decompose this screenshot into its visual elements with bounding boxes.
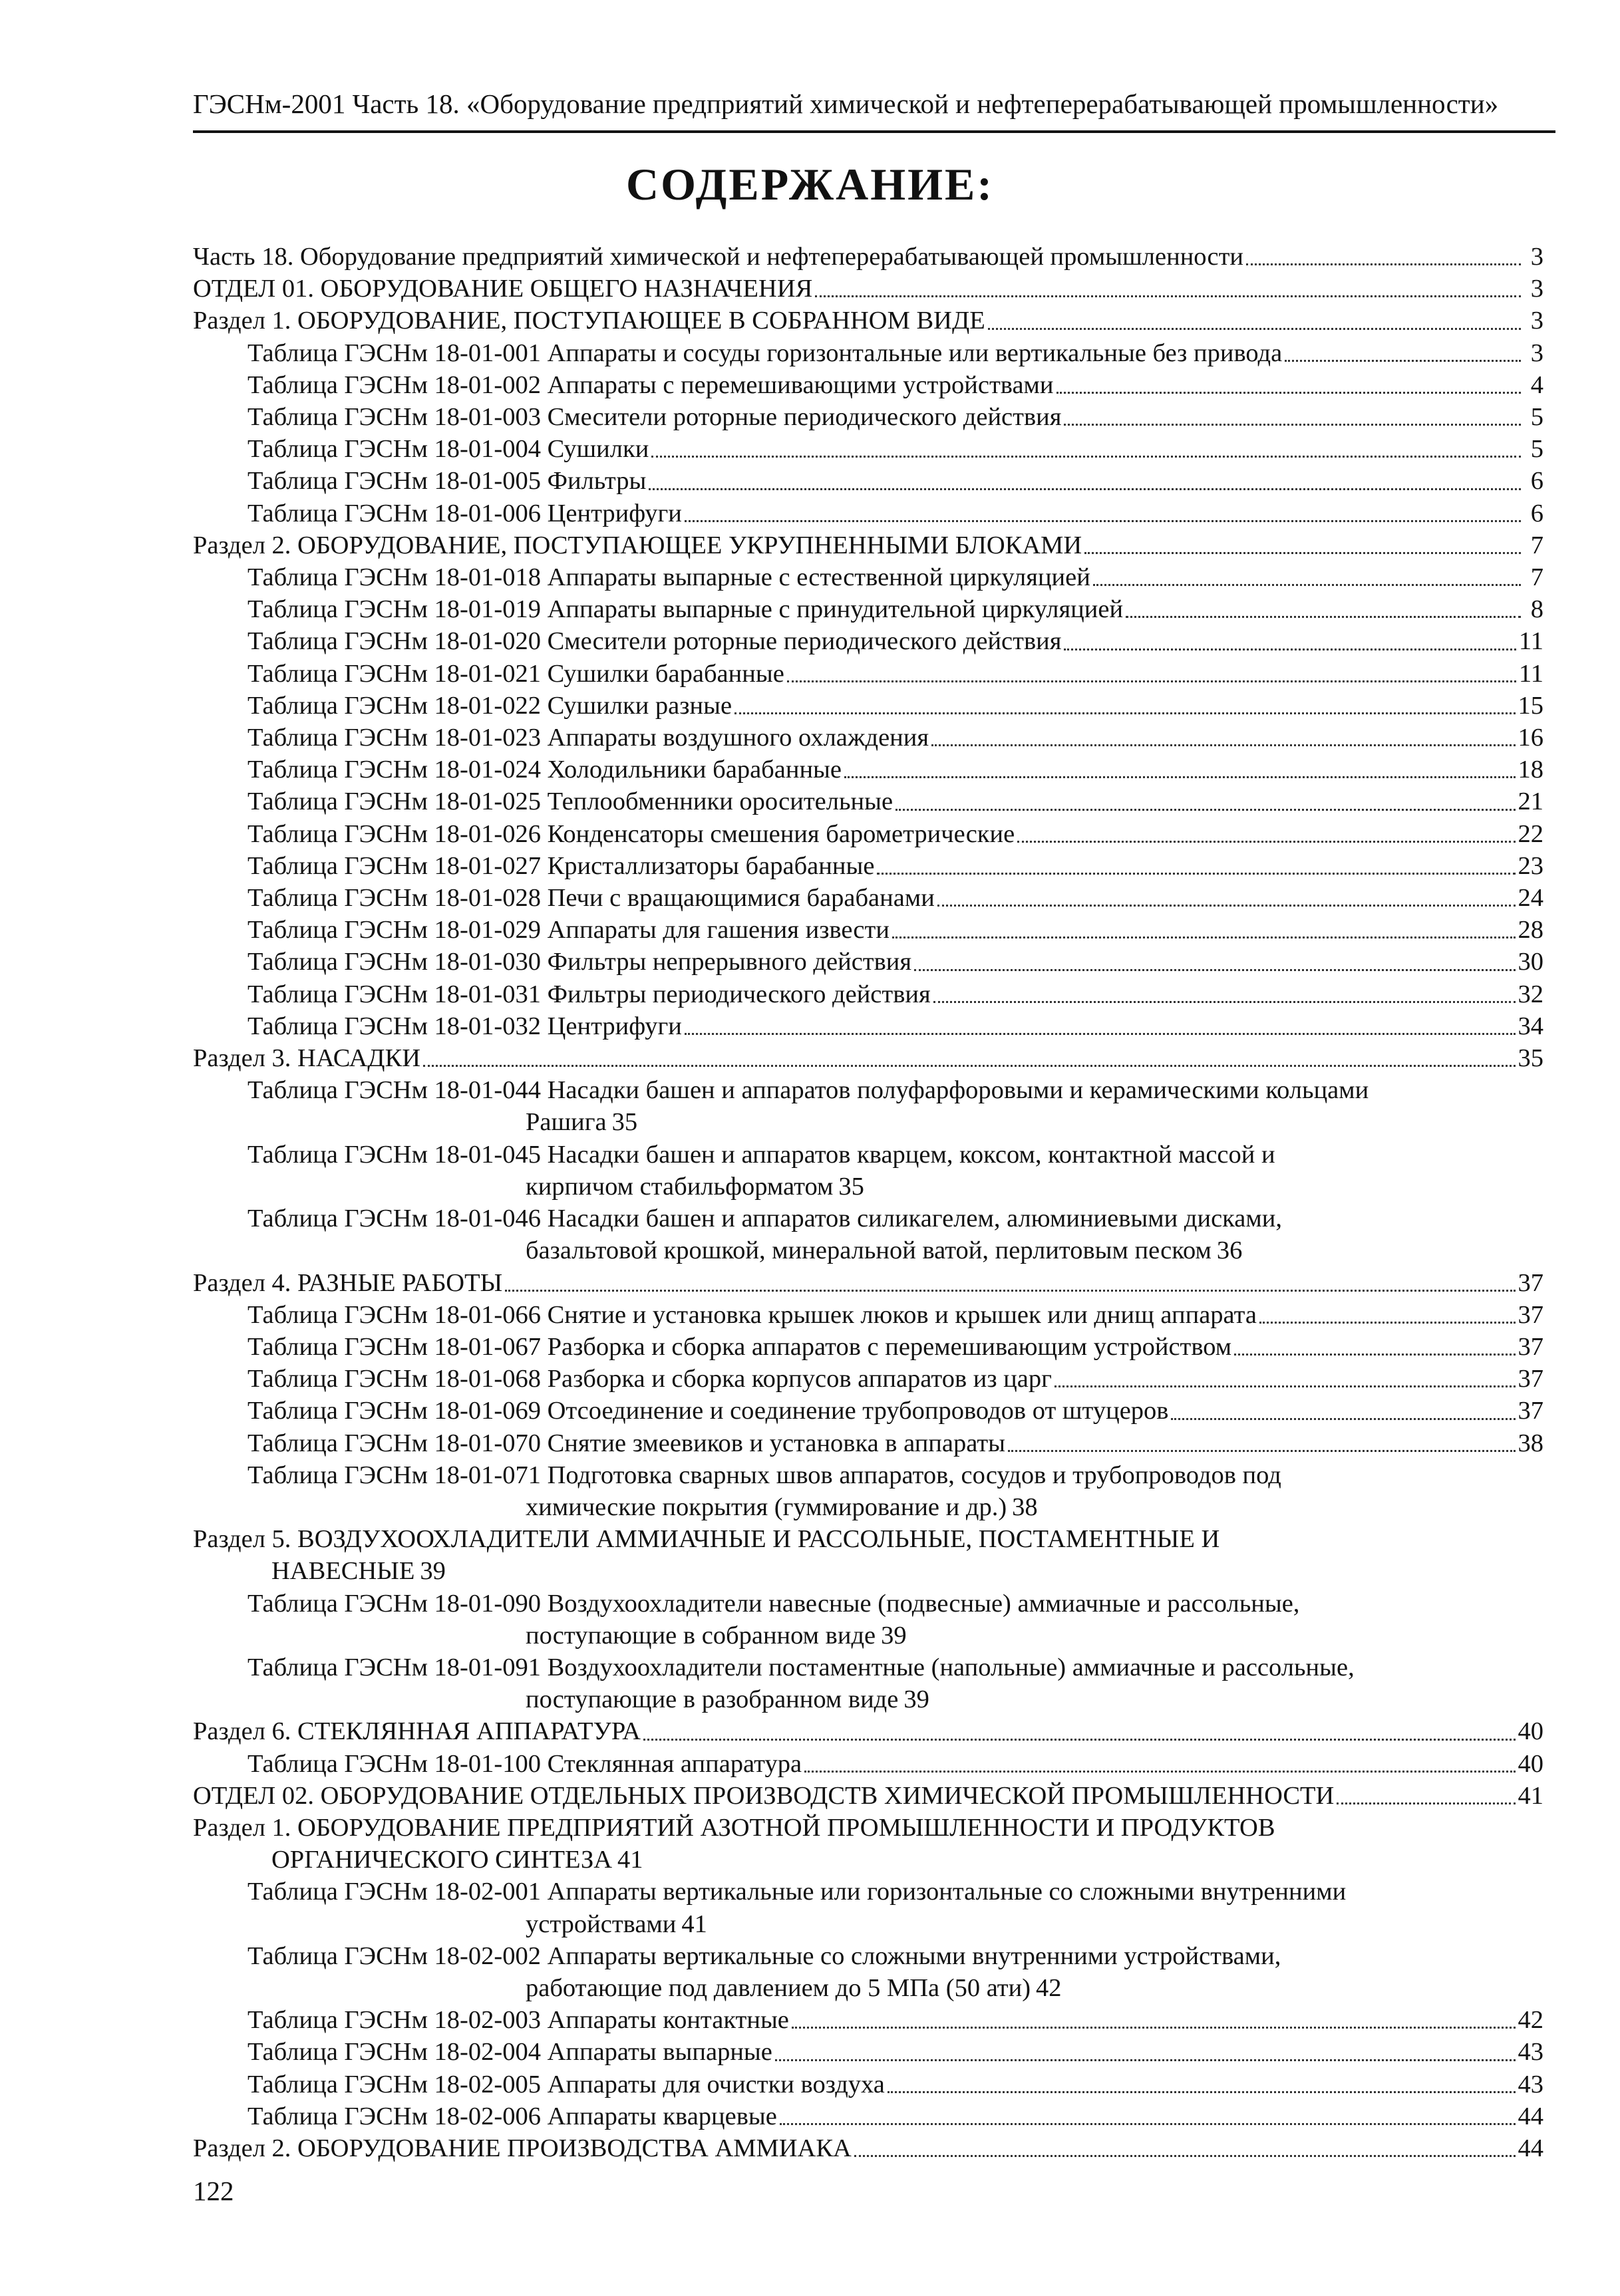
toc-section-entry (193, 529, 1543, 561)
toc-page-number: 22 (1518, 819, 1543, 848)
dot-leader (734, 712, 1515, 714)
toc-entry-text: Таблица ГЭСНм 18-02-004 Аппараты выпарные (247, 2038, 772, 2067)
dot-leader (815, 295, 1521, 297)
toc-entry-text: Таблица ГЭСНм 18-01-067 Разборка и сборка аппаратов с перемешивающим устройством (247, 1332, 1232, 1361)
dot-leader (1056, 392, 1521, 394)
toc-table-entry (193, 1139, 1543, 1203)
toc-table-entry (193, 2036, 1543, 2068)
dot-leader (895, 809, 1515, 811)
toc-table-entry (193, 465, 1543, 497)
toc-table-entry (193, 2100, 1543, 2132)
dot-leader (1008, 1450, 1515, 1452)
toc-entry-text: Таблица ГЭСНм 18-02-005 Аппараты для очистки воздуха (247, 2070, 885, 2098)
toc-page-number: 11 (1518, 627, 1543, 656)
toc-entry-text: Таблица ГЭСНм 18-01-021 Сушилки барабанные (247, 659, 784, 688)
toc-entry-text: базальтовой крошкой, минеральной ватой, перлитовым песком (526, 1236, 1212, 1265)
toc-page-number: 8 (1530, 595, 1543, 624)
toc-page-number: 30 (1518, 948, 1543, 976)
page-number: 122 (193, 2176, 234, 2206)
toc-page-number: 28 (1518, 916, 1543, 944)
dot-leader (1093, 584, 1521, 586)
dot-leader (775, 2059, 1516, 2061)
toc-page-number: 44 (1518, 2134, 1543, 2162)
toc-table-entry (193, 498, 1543, 529)
dot-leader (877, 873, 1515, 875)
toc-entry-text: Раздел 1. ОБОРУДОВАНИЕ, ПОСТУПАЮЩЕЕ В СОБРАННОМ ВИДЕ (193, 307, 985, 335)
dot-leader (892, 936, 1516, 938)
table-of-contents (193, 241, 1543, 2164)
toc-table-entry (193, 625, 1543, 657)
dot-leader (685, 1033, 1516, 1035)
toc-entry-text: Таблица ГЭСНм 18-01-024 Холодильники барабанные (247, 756, 842, 784)
dot-leader (1285, 360, 1521, 362)
toc-table-entry (193, 1363, 1543, 1395)
toc-table-entry (193, 1074, 1543, 1138)
dot-leader (505, 1290, 1515, 1292)
dot-leader (1064, 648, 1516, 650)
toc-page-number: 37 (1518, 1365, 1543, 1393)
dot-leader (1064, 424, 1521, 426)
toc-table-entry (193, 369, 1543, 401)
toc-table-entry (193, 593, 1543, 625)
toc-entry-text: Таблица ГЭСНм 18-01-028 Печи с вращающимися барабанами (247, 884, 935, 913)
toc-table-entry (193, 978, 1543, 1010)
dot-leader (1054, 1385, 1516, 1387)
toc-table-entry (193, 914, 1543, 946)
toc-entry-text: Таблица ГЭСНм 18-01-032 Центрифуги (247, 1012, 682, 1040)
toc-entry-text: Таблица ГЭСНм 18-02-006 Аппараты кварцевые (247, 2102, 777, 2130)
toc-page-number: 43 (1518, 2038, 1543, 2067)
dot-leader (780, 2123, 1516, 2125)
toc-table-entry (193, 882, 1543, 914)
toc-table-entry (193, 1588, 1543, 1651)
toc-entry-text: Таблица ГЭСНм 18-01-022 Сушилки разные (247, 691, 732, 720)
toc-page-number: 18 (1518, 756, 1543, 784)
toc-section-entry (193, 1267, 1543, 1299)
dot-leader (1126, 616, 1521, 618)
toc-section-entry (193, 273, 1543, 305)
toc-page-number: 35 (611, 1108, 638, 1137)
toc-page-number: 35 (838, 1172, 864, 1201)
toc-page-number: 16 (1518, 724, 1543, 752)
toc-section-entry (193, 1523, 1543, 1587)
toc-table-entry (193, 401, 1543, 433)
dot-leader (651, 456, 1521, 458)
toc-entry-text: устройствами (526, 1910, 677, 1938)
dot-leader (1337, 1802, 1515, 1804)
toc-section-entry (193, 1812, 1543, 1876)
toc-table-entry (193, 337, 1543, 369)
toc-page-number: 39 (881, 1621, 907, 1650)
toc-page-number: 37 (1518, 1397, 1543, 1425)
toc-page-number: 7 (1530, 563, 1543, 592)
toc-page-number: 37 (1518, 1300, 1543, 1329)
toc-table-entry (193, 2069, 1543, 2100)
toc-page-number: 36 (1216, 1236, 1243, 1265)
toc-entry-text: Таблица ГЭСНм 18-01-071 Подготовка сварных швов аппаратов, сосудов и трубопроводов под (247, 1461, 1281, 1489)
toc-page-number: 41 (1518, 1781, 1543, 1810)
toc-table-entry (193, 754, 1543, 786)
toc-table-entry (193, 433, 1543, 465)
toc-table-entry (193, 690, 1543, 722)
toc-page-number: 24 (1518, 884, 1543, 913)
toc-page-number: 21 (1518, 788, 1543, 816)
toc-entry-text: Таблица ГЭСНм 18-01-001 Аппараты и сосуды горизонтальные или вертикальные без привода (247, 339, 1283, 367)
dot-leader (1171, 1418, 1515, 1420)
toc-entry-text: Таблица ГЭСНм 18-01-066 Снятие и установка крышек люков и крышек или днищ аппарата (247, 1300, 1257, 1329)
dot-leader (804, 1771, 1515, 1773)
toc-page-number: 4 (1530, 370, 1543, 399)
toc-entry-text: поступающие в собранном виде (526, 1621, 876, 1650)
dot-leader (685, 520, 1521, 522)
toc-entry-text: Таблица ГЭСНм 18-02-002 Аппараты вертикальные со сложными внутренними устройствами, (247, 1941, 1281, 1970)
dot-leader (649, 488, 1521, 490)
dot-leader (423, 1065, 1515, 1067)
toc-table-entry (193, 658, 1543, 690)
toc-entry-text: Таблица ГЭСНм 18-01-025 Теплообменники оросительные (247, 788, 893, 816)
toc-entry-text: Раздел 1. ОБОРУДОВАНИЕ ПРЕДПРИЯТИЙ АЗОТНОЙ ПРОМЫШЛЕННОСТИ И ПРОДУКТОВ (193, 1813, 1275, 1842)
toc-entry-text: Раздел 5. ВОЗДУХООХЛАДИТЕЛИ АММИАЧНЫЕ И РАССОЛЬНЫЕ, ПОСТАМЕНТНЫЕ И (193, 1525, 1220, 1554)
toc-page-number: 41 (681, 1910, 707, 1938)
toc-table-entry (193, 722, 1543, 754)
toc-page-number: 35 (1518, 1044, 1543, 1073)
toc-entry-text: Часть 18. Оборудование предприятий химической и нефтеперерабатывающей промышленности (193, 243, 1244, 271)
toc-entry-text: Таблица ГЭСНм 18-01-023 Аппараты воздушного охлаждения (247, 724, 929, 752)
dot-leader (988, 328, 1521, 330)
toc-section-entry (193, 1780, 1543, 1812)
toc-entry-text: Таблица ГЭСНм 18-01-068 Разборка и сборка корпусов аппаратов из царг (247, 1365, 1052, 1393)
toc-entry-text: Таблица ГЭСНм 18-01-069 Отсоединение и соединение трубопроводов от штуцеров (247, 1397, 1169, 1425)
toc-page-number: 34 (1518, 1012, 1543, 1040)
toc-page-number: 6 (1530, 499, 1543, 527)
toc-section-entry (193, 1042, 1543, 1074)
toc-entry-text: НАВЕСНЫЕ (271, 1557, 415, 1586)
toc-table-entry (193, 1748, 1543, 1780)
toc-page-number: 23 (1518, 851, 1543, 880)
toc-table-entry (193, 561, 1543, 593)
toc-page-number: 32 (1518, 980, 1543, 1008)
dot-leader (1017, 841, 1515, 843)
toc-entry-text: Таблица ГЭСНм 18-01-100 Стеклянная аппаратура (247, 1749, 802, 1778)
toc-table-entry (193, 818, 1543, 850)
dot-leader (933, 1001, 1516, 1003)
running-header: ГЭСНм-2001 Часть 18. «Оборудование предприятий химической и нефтеперерабатывающей промышленности» (193, 88, 1499, 119)
toc-entry-text: работающие под давлением до 5 МПа (50 ати) (526, 1973, 1031, 2002)
toc-entry-text: кирпичом стабильформатом (526, 1172, 834, 1201)
toc-table-entry (193, 1427, 1543, 1459)
toc-entry-text: Таблица ГЭСНм 18-01-004 Сушилки (247, 435, 649, 464)
toc-page-number: 38 (1518, 1429, 1543, 1457)
toc-entry-text: Раздел 3. НАСАДКИ (193, 1044, 421, 1073)
toc-page-number: 6 (1530, 467, 1543, 496)
toc-entry-text: Таблица ГЭСНм 18-01-003 Смесители роторные периодического действия (247, 403, 1062, 432)
dot-leader (643, 1739, 1515, 1741)
toc-entry-text: Раздел 6. СТЕКЛЯННАЯ АППАРАТУРА (193, 1717, 641, 1746)
toc-entry-text: Таблица ГЭСНм 18-01-044 Насадки башен и аппаратов полуфарфоровыми и керамическими кольцами (247, 1076, 1369, 1105)
toc-entry-text: Рашига (526, 1108, 607, 1137)
toc-page-number: 42 (1036, 1973, 1062, 2002)
toc-page-number: 39 (903, 1685, 929, 1714)
toc-entry-text: Таблица ГЭСНм 18-01-030 Фильтры непрерывного действия (247, 948, 912, 976)
dot-leader (1259, 1322, 1515, 1324)
toc-entry-text: Раздел 2. ОБОРУДОВАНИЕ, ПОСТУПАЮЩЕЕ УКРУПНЕННЫМИ БЛОКАМИ (193, 531, 1082, 559)
toc-page-number: 5 (1530, 435, 1543, 464)
dot-leader (792, 2027, 1516, 2029)
toc-entry-text: Таблица ГЭСНм 18-02-003 Аппараты контактные (247, 2006, 789, 2035)
toc-table-entry (193, 946, 1543, 978)
toc-table-entry (193, 1299, 1543, 1331)
toc-page-number: 37 (1518, 1268, 1543, 1297)
toc-table-entry (193, 2004, 1543, 2036)
toc-entry-text: ОТДЕЛ 02. ОБОРУДОВАНИЕ ОТДЕЛЬНЫХ ПРОИЗВОДСТВ ХИМИЧЕСКОЙ ПРОМЫШЛЕННОСТИ (193, 1781, 1335, 1810)
toc-entry-text: Таблица ГЭСНм 18-01-070 Снятие змеевиков и установка в аппараты (247, 1429, 1006, 1457)
dot-leader (1234, 1354, 1515, 1356)
toc-entry-text: химические покрытия (гуммирование и др.) (526, 1493, 1007, 1521)
toc-entry-text: Таблица ГЭСНм 18-02-001 Аппараты вертикальные или горизонтальные со сложными внутренними (247, 1878, 1347, 1906)
toc-page-number: 43 (1518, 2070, 1543, 2098)
toc-entry-text: Таблица ГЭСНм 18-01-002 Аппараты с перемешивающими устройствами (247, 370, 1054, 399)
toc-page-number: 39 (420, 1557, 446, 1586)
toc-page-number: 38 (1012, 1493, 1038, 1521)
toc-entry-text: поступающие в разобранном виде (526, 1685, 899, 1714)
dot-leader (1246, 263, 1521, 265)
dot-leader (931, 744, 1515, 746)
toc-table-entry (193, 1203, 1543, 1266)
toc-entry-text: Раздел 2. ОБОРУДОВАНИЕ ПРОИЗВОДСТВА АММИАКА (193, 2134, 852, 2162)
toc-table-entry (193, 1651, 1543, 1715)
toc-page-number: 3 (1530, 307, 1543, 335)
toc-page-number: 42 (1518, 2006, 1543, 2035)
toc-section-entry (193, 305, 1543, 337)
toc-section-entry (193, 1715, 1543, 1747)
toc-entry-text: Таблица ГЭСНм 18-01-020 Смесители роторные периодического действия (247, 627, 1062, 656)
toc-entry-text: ОТДЕЛ 01. ОБОРУДОВАНИЕ ОБЩЕГО НАЗНАЧЕНИЯ (193, 275, 813, 303)
toc-entry-text: Таблица ГЭСНм 18-01-018 Аппараты выпарные с естественной циркуляцией (247, 563, 1090, 592)
toc-page-number: 37 (1518, 1332, 1543, 1361)
page-title: СОДЕРЖАНИЕ: (625, 159, 995, 210)
dot-leader (1084, 552, 1521, 554)
dot-leader (888, 2091, 1516, 2093)
toc-entry-text: Таблица ГЭСНм 18-01-019 Аппараты выпарные с принудительной циркуляцией (247, 595, 1124, 624)
toc-page-number: 11 (1518, 659, 1543, 688)
toc-entry-text: Таблица ГЭСНм 18-01-006 Центрифуги (247, 499, 682, 527)
toc-page-number: 40 (1518, 1749, 1543, 1778)
toc-page-number: 44 (1518, 2102, 1543, 2130)
toc-entry-text: Таблица ГЭСНм 18-01-029 Аппараты для гашения извести (247, 916, 890, 944)
toc-entry-text: Таблица ГЭСНм 18-01-046 Насадки башен и аппаратов силикагелем, алюминиевыми дисками, (247, 1205, 1282, 1233)
toc-table-entry (193, 850, 1543, 882)
toc-table-entry (193, 786, 1543, 817)
toc-page-number: 15 (1518, 691, 1543, 720)
toc-table-entry (193, 1331, 1543, 1363)
toc-page-number: 3 (1530, 243, 1543, 271)
toc-entry-text: Таблица ГЭСНм 18-01-027 Кристаллизаторы барабанные (247, 851, 875, 880)
toc-page-number: 40 (1518, 1717, 1543, 1746)
toc-page-number: 3 (1530, 339, 1543, 367)
toc-table-entry (193, 1010, 1543, 1042)
toc-page-number: 41 (617, 1846, 643, 1874)
toc-entry-text: Таблица ГЭСНм 18-01-026 Конденсаторы смешения барометрические (247, 819, 1015, 848)
toc-page-number: 5 (1530, 403, 1543, 432)
toc-page-number: 3 (1530, 275, 1543, 303)
toc-table-entry (193, 1395, 1543, 1427)
toc-page-number: 7 (1530, 531, 1543, 559)
toc-entry-text: Таблица ГЭСНм 18-01-091 Воздухоохладители постаментные (напольные) аммиачные и рассольные, (247, 1653, 1355, 1681)
toc-table-entry (193, 1459, 1543, 1523)
dot-leader (937, 905, 1516, 907)
dot-leader (854, 2155, 1516, 2157)
toc-entry-text: Таблица ГЭСНм 18-01-031 Фильтры периодического действия (247, 980, 931, 1008)
dot-leader (844, 776, 1515, 778)
toc-entry-text: Таблица ГЭСНм 18-01-090 Воздухоохладители навесные (подвесные) аммиачные и рассольные, (247, 1589, 1300, 1618)
toc-entry-text: Таблица ГЭСНм 18-01-045 Насадки башен и аппаратов кварцем, коксом, контактной массой и (247, 1140, 1275, 1169)
dot-leader (914, 969, 1515, 971)
toc-section-entry (193, 241, 1543, 273)
toc-entry-text: ОРГАНИЧЕСКОГО СИНТЕЗА (271, 1846, 613, 1874)
header-rule (193, 130, 1555, 133)
toc-table-entry (193, 1876, 1543, 1939)
toc-table-entry (193, 1940, 1543, 2004)
dot-leader (787, 680, 1516, 682)
toc-section-entry (193, 2132, 1543, 2164)
toc-entry-text: Таблица ГЭСНм 18-01-005 Фильтры (247, 467, 647, 496)
toc-entry-text: Раздел 4. РАЗНЫЕ РАБОТЫ (193, 1268, 503, 1297)
